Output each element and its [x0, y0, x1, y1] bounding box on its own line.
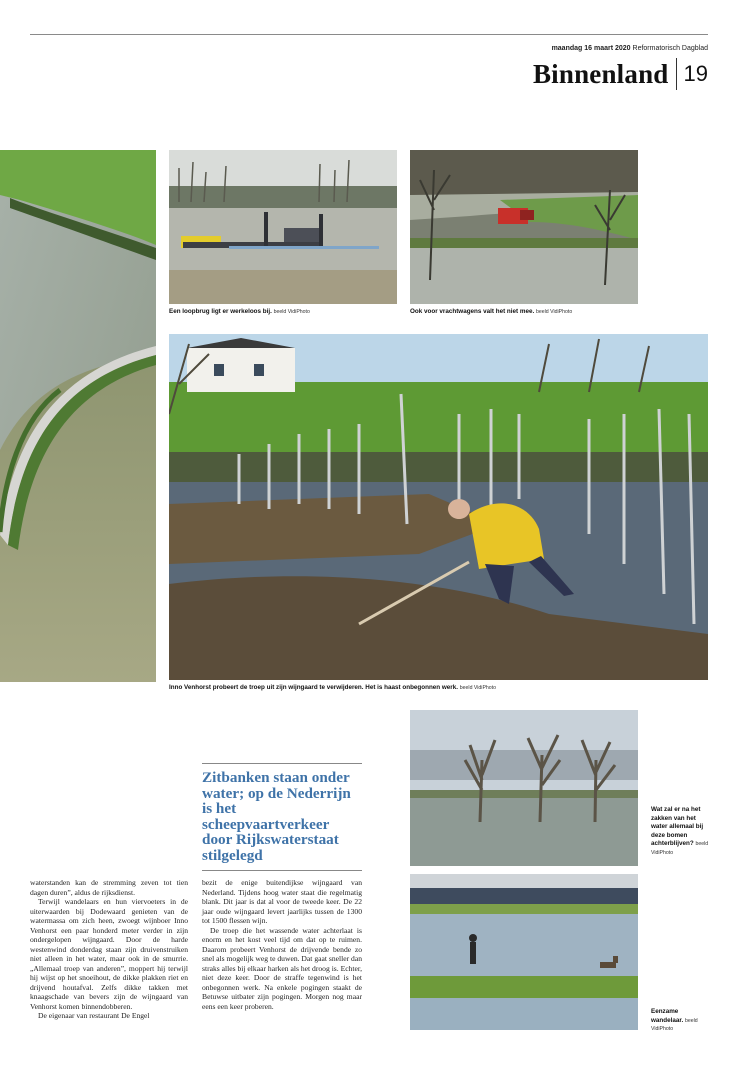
article-paragraph: waterstanden kan de stremming zeven tot tien dagen duren”, aldus de rijksdienst. [30, 878, 188, 897]
dateline [552, 45, 708, 52]
date: maandag 16 maart 2020 [551, 45, 631, 52]
caption-walker-credit: beeld VidiPhoto [651, 1017, 698, 1032]
article-column-2 [202, 878, 362, 1011]
vineyard-photo [169, 334, 708, 680]
caption-walker-text: Eenzame wandelaar. [651, 1008, 684, 1024]
caption-vineyard [169, 684, 708, 693]
aerial-dike-photo [0, 150, 156, 682]
caption-truck-text: Ook voor vrachtwagens valt het niet mee. [410, 308, 535, 315]
caption-trees-credit: beeld VidiPhoto [651, 841, 709, 856]
caption-walker [651, 1008, 711, 1034]
caption-footbridge [169, 308, 397, 317]
truck-photo [410, 150, 638, 304]
header-rule [30, 34, 708, 35]
caption-trees [651, 806, 711, 857]
footbridge-photo [169, 150, 397, 304]
article-paragraph: De troep die het wassende water achterlaat is enorm en het kost veel tijd om dat op te ruimen. Daarom probeert Venhorst de drijvende bende zo snel als mogelijk weg te duwen. Dat gaat sneller dan straks alles bij elkaar harken als het droog is. Echter, niet deze keer. Door de straffe tegenwind is het onbegonnen werk. Na enkele pogingen staakt de Betuwse uitbater zijn pogingen. Morgen nog maar eens een keer proberen. [202, 925, 362, 1011]
caption-trees-text: Wat zal er na het zakken van het water allemaal bij deze bomen achterblijven? [651, 806, 704, 847]
article-paragraph: Terwijl wandelaars en hun viervoeters in de uiterwaarden bij Dodewaard genieten van de watermassa om zich heen, zwoegt wijnboer Inno Venhorst een paar honderd meter verder in zijn ondergelopen wijngaard. Door de harde westenwind donderdag staan zijn druivenstruiken niet alleen in het water, maar ook in de smurrie. „Allemaal troep van anderen”, moppert hij terwijl hij wijst op het snoeihout, de dikke plakken riet en drijvend houtafval. Zelfs dikke takken met knaagschade van bevers zijn de wijngaard van Venhorst komen binnendobberen. [30, 897, 188, 1011]
section-divider [676, 58, 677, 90]
section-header [533, 58, 708, 90]
article-paragraph: bezit de enige buitendijkse wijngaard van Nederland. Tijdens hoog water staat die regelmatig blank. Dit jaar is dat al voor de tweede keer. De 22 jaar oude wijngaard levert jaarlijks tussen de 1300 tot 1500 flessen wijn. [202, 878, 362, 925]
newspaper-name: Reformatorisch Dagblad [632, 45, 708, 52]
caption-truck-credit: beeld VidiPhoto [535, 309, 573, 315]
section-title: Binnenland [532, 59, 669, 89]
headline-box [202, 763, 362, 871]
article-column-1 [30, 878, 188, 1021]
article-paragraph: De eigenaar van restaurant De Engel [38, 1011, 150, 1020]
caption-vineyard-text: Inno Venhorst probeert de troep uit zijn wijngaard te verwijderen. Het is haast onbegonnen werk. [169, 684, 459, 691]
walker-photo [410, 874, 638, 1030]
flooded-trees-photo [410, 710, 638, 866]
caption-footbridge-text: Een loopbrug ligt er werkeloos bij. [169, 308, 272, 315]
page-number: 19 [683, 61, 708, 86]
article-headline: Zitbanken staan onder water; op de Nederrijn is het scheepvaartverkeer door Rijkswaterstaat stilgelegd [202, 769, 351, 864]
caption-truck [410, 308, 638, 317]
caption-footbridge-credit: beeld VidiPhoto [273, 309, 310, 315]
caption-vineyard-credit: beeld VidiPhoto [459, 685, 497, 691]
